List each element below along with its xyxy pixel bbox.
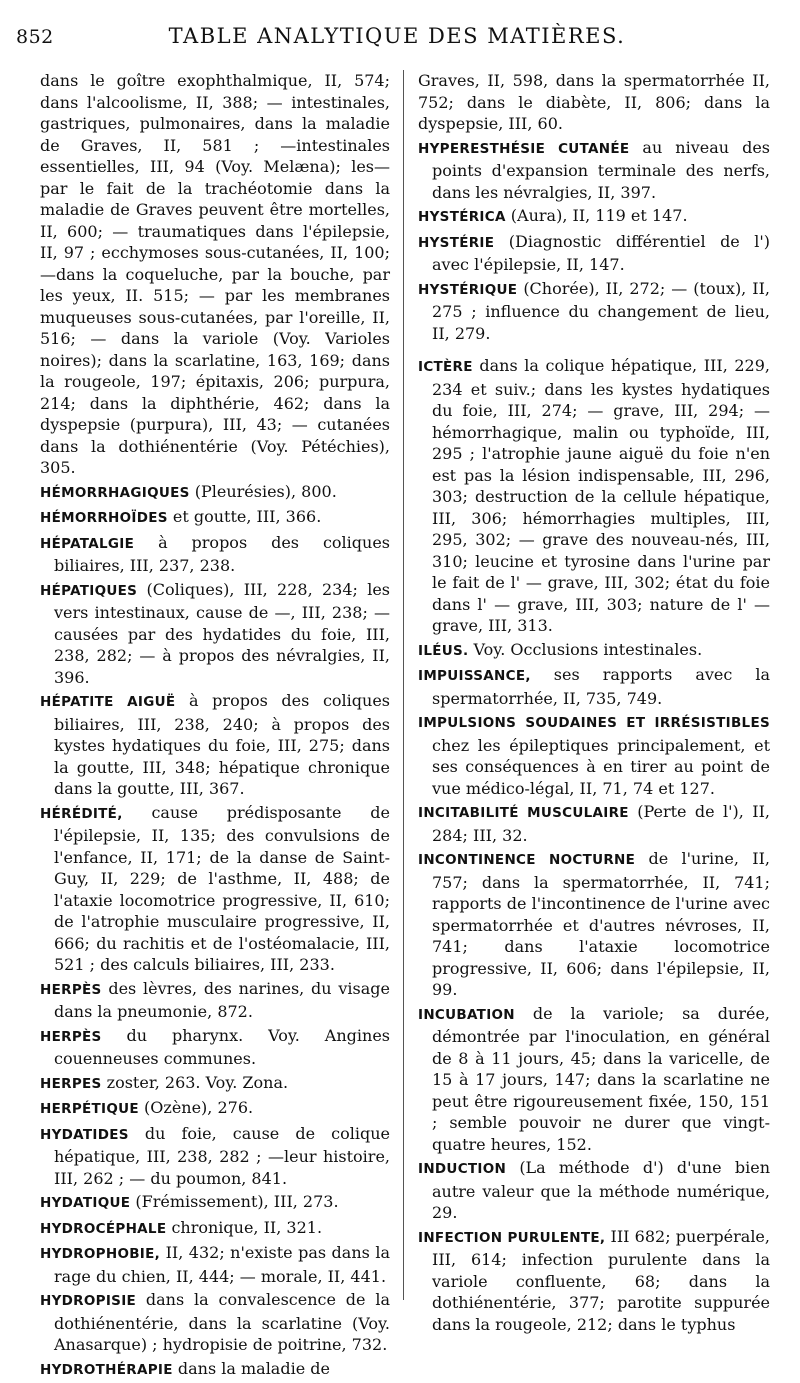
index-text: dans le goître exophthalmique, II, 574; dans l'alcoolisme, II, 388; — intestinales, gastriques, pulmonaires, dans la maladie de Graves, II, 581 ; —intestinales essentielles, III, 94 (Voy. Melæna); les—par le fait de la trachéotomie dans la maladie de Graves peuvent être mortelles, II, 600; — traumatiques dans l'épilepsie, II, 97 ; ecchymoses sous-cutanées, II, 100;—dans la coqueluche, par la bouche, par les yeux, II. 515; — par les membranes muqueuses sous-cutanées, par l'oreille, II, 516; — dans la variole (Voy. Varioles noires); dans la scarlatine, 163, 169; dans la rougeole, 197; épitaxis, 206; purpura, 214; dans la diphthérie, 462; dans la dyspepsie (purpura), III, 43; — cutanées dans la dothiénentérie (Voy. Pétéchies), 305. (40, 71, 390, 477)
index-keyword: HERPÈS (40, 1028, 102, 1045)
index-text: dans la colique hépatique, III, 229, 234 et suiv.; dans les kystes hydatiques du foie, III, 274; — grave, III, 294; — hémorrhagique, malin ou typhoïde, III, 295 ; l'atrophie jaune aiguë du foie n'en est pas la lésion indispensable, III, 296, 303; destruction de la cellule hépatique, III, 306; hémorrhagies multiples, III, 295, 302; — grave des nouveau-nés, III, 310; leucine et tyrosine dans l'urine par le fait de l' — grave, III, 302; état du foie dans l' — grave, III, 303; nature de l' — grave, III, 313. (432, 356, 770, 635)
index-keyword: HYDATIQUE (40, 1195, 131, 1211)
index-entry (40, 1072, 390, 1096)
index-text: ses rapports avec la spermatorrhée, II, 735, 749. (432, 665, 770, 708)
index-text: Voy. Occlusions intestinales. (468, 639, 703, 659)
index-text: (Ozène), 276. (138, 1098, 254, 1117)
index-entry (418, 355, 770, 637)
index-keyword: ICTÈRE (418, 359, 473, 375)
index-keyword: HYSTÉRIE (418, 234, 495, 251)
running-header (16, 22, 778, 52)
index-entry (40, 579, 390, 689)
index-entry (418, 278, 770, 345)
index-keyword: HÉRÉDITÉ, (40, 805, 123, 822)
index-text: (La méthode d') d'une bien autre valeur que la méthode numérique, 29. (432, 1158, 770, 1222)
index-text: chronique, II, 321. (166, 1217, 323, 1237)
index-keyword: HÉMORRHOÏDES (40, 510, 168, 526)
index-text: de la variole; sa durée, démontrée par l'inoculation, en général de 8 à 11 jours, 45; dans la varicelle, de 15 à 17 jours, 147; dans la scarlatine ne peut être rigoureusement fixée, 150, 151 ; semble pouvoir ne durer que vingt-quatre heures, 152. (432, 1003, 770, 1154)
index-text: Graves, II, 598, dans la spermatorrhée II, 752; dans le diabète, II, 806; dans la dyspepsie, III, 60. (418, 71, 770, 133)
index-text: cause prédisposante de l'épilepsie, II, 135; des convulsions de l'enfance, II, 171; de la danse de Saint-Guy, II, 229; de l'asthme, II, 488; de l'ataxie locomotrice progressive, II, 610; de l'atrophie musculaire progressive, II, 666; du rachitis et de l'ostéomalacie, III, 521 ; des calculs biliaires, III, 233. (54, 802, 390, 974)
index-entry (418, 1157, 770, 1224)
index-keyword: INFECTION PURULENTE, (418, 1229, 606, 1246)
index-text: III 682; puerpérale, III, 614; infection purulente dans la variole confluente, 68; dans la dothiénentérie, 377; parotite suppurée dans la rougeole, 212; dans le typhus (432, 1226, 770, 1334)
index-entry (418, 639, 770, 663)
index-entry (40, 1289, 390, 1356)
index-keyword: HÉPATALGIE (40, 535, 135, 552)
index-entry (40, 1242, 390, 1287)
index-entry (40, 506, 390, 530)
page-number: 852 (16, 26, 54, 48)
index-text: des lèvres, des narines, du visage dans la pneumonie, 872. (54, 978, 390, 1021)
right-column (418, 70, 770, 1337)
index-keyword: HYDATIDES (40, 1126, 129, 1143)
index-entry (40, 1217, 390, 1241)
index-text: (Diagnostic différentiel de l') avec l'épilepsie, II, 147. (432, 231, 770, 274)
index-entry (418, 231, 770, 276)
index-text: à propos des coliques biliaires, III, 237, 238. (54, 532, 390, 575)
index-entry (418, 205, 770, 229)
index-keyword: HERPÉTIQUE (40, 1101, 139, 1117)
index-entry (418, 711, 770, 799)
index-keyword: HYDROTHÉRAPIE (40, 1361, 173, 1378)
index-keyword: HÉMORRHAGIQUES (40, 484, 190, 501)
index-entry (418, 801, 770, 846)
index-text: et goutte, III, 366. (167, 507, 322, 526)
index-keyword: INCITABILITÉ MUSCULAIRE (418, 805, 629, 821)
index-entry (418, 70, 770, 135)
index-text: (Frémissement), III, 273. (130, 1192, 339, 1211)
index-entry (40, 1358, 390, 1382)
column-divider (403, 70, 404, 1300)
index-keyword: HYDROPHOBIE, (40, 1246, 161, 1262)
running-title: TABLE ANALYTIQUE DES MATIÈRES. (168, 24, 626, 48)
index-keyword: ILÉUS. (418, 642, 469, 659)
index-entry (418, 137, 770, 204)
index-entry (40, 978, 390, 1023)
index-entry (418, 848, 770, 1001)
index-entry (40, 1025, 390, 1070)
index-keyword: INCONTINENCE NOCTURNE (418, 852, 636, 868)
index-entry (40, 532, 390, 577)
index-entry (418, 1226, 770, 1336)
index-keyword: HÉPATIQUES (40, 582, 138, 599)
index-entry (418, 664, 770, 709)
index-keyword: IMPUISSANCE, (418, 668, 531, 684)
index-text: de l'urine, II, 757; dans la spermatorrhée, II, 741; rapports de l'incontinence de l'urine avec spermatorrhée et d'autres névroses, II, 741; dans l'ataxie locomotrice progressive, II, 606; dans l'épilepsie, II, 99. (432, 849, 771, 999)
index-text: du foie, cause de colique hépatique, III, 238, 282 ; —leur histoire, III, 262 ; — du poumon, 841. (54, 1123, 390, 1188)
index-text: (Chorée), II, 272; — (toux), II, 275 ; influence du changement de lieu, II, 279. (432, 278, 770, 343)
index-entry (40, 802, 390, 976)
index-keyword: IMPULSIONS SOUDAINES ET IRRÉSISTIBLES (418, 715, 770, 731)
index-entry (40, 70, 390, 479)
index-keyword: INDUCTION (418, 1161, 507, 1177)
index-keyword: HÉPATITE AIGUË (40, 694, 176, 710)
index-entry (40, 481, 390, 505)
index-text: à propos des coliques biliaires, III, 238, 240; à propos des kystes hydatiques du foie, III, 275; dans la goutte, III, 348; hépatique chronique dans la goutte, III, 367. (54, 691, 390, 798)
index-text: II, 432; n'existe pas dans la rage du chien, II, 444; — morale, II, 441. (54, 1243, 390, 1286)
index-keyword: HERPES (40, 1075, 102, 1092)
index-keyword: HYSTÉRICA (418, 209, 506, 225)
index-text: du pharynx. Voy. Angines couenneuses communes. (54, 1025, 390, 1068)
index-entry (40, 1123, 390, 1190)
index-text: (Perte de l'), II, 284; III, 32. (432, 802, 770, 845)
index-text: dans la convalescence de la dothiénentérie, dans la scarlatine (Voy. Anasarque) ; hydropisie de poitrine, 732. (54, 1290, 390, 1354)
index-text: (Pleurésies), 800. (189, 481, 337, 501)
index-keyword: HYDROCÉPHALE (40, 1220, 167, 1237)
left-column (40, 70, 390, 1383)
index-keyword: INCUBATION (418, 1006, 515, 1023)
index-text: au niveau des points d'expansion terminale des nerfs, dans les névralgies, II, 397. (432, 137, 770, 202)
index-keyword: HERPÈS (40, 981, 102, 998)
index-keyword: HYPERESTHÉSIE CUTANÉE (418, 140, 630, 157)
index-entry (40, 690, 390, 800)
index-keyword: HYDROPISIE (40, 1293, 137, 1309)
index-entry (418, 1003, 770, 1156)
index-text: (Coliques), III, 228, 234; les vers intestinaux, cause de —, III, 238; —causées par des hydatides du foie, III, 238, 282; — à propos des névralgies, II, 396. (54, 579, 390, 687)
index-text: chez les épileptiques principalement, et ses conséquences à en tirer au point de vue médico-légal, II, 71, 74 et 127. (432, 735, 770, 798)
index-entry (40, 1097, 390, 1121)
index-keyword: HYSTÉRIQUE (418, 281, 518, 298)
index-text: dans la maladie de (172, 1358, 330, 1378)
index-entry (40, 1191, 390, 1215)
index-text: (Aura), II, 119 et 147. (505, 206, 688, 225)
index-text: zoster, 263. Voy. Zona. (101, 1072, 289, 1092)
